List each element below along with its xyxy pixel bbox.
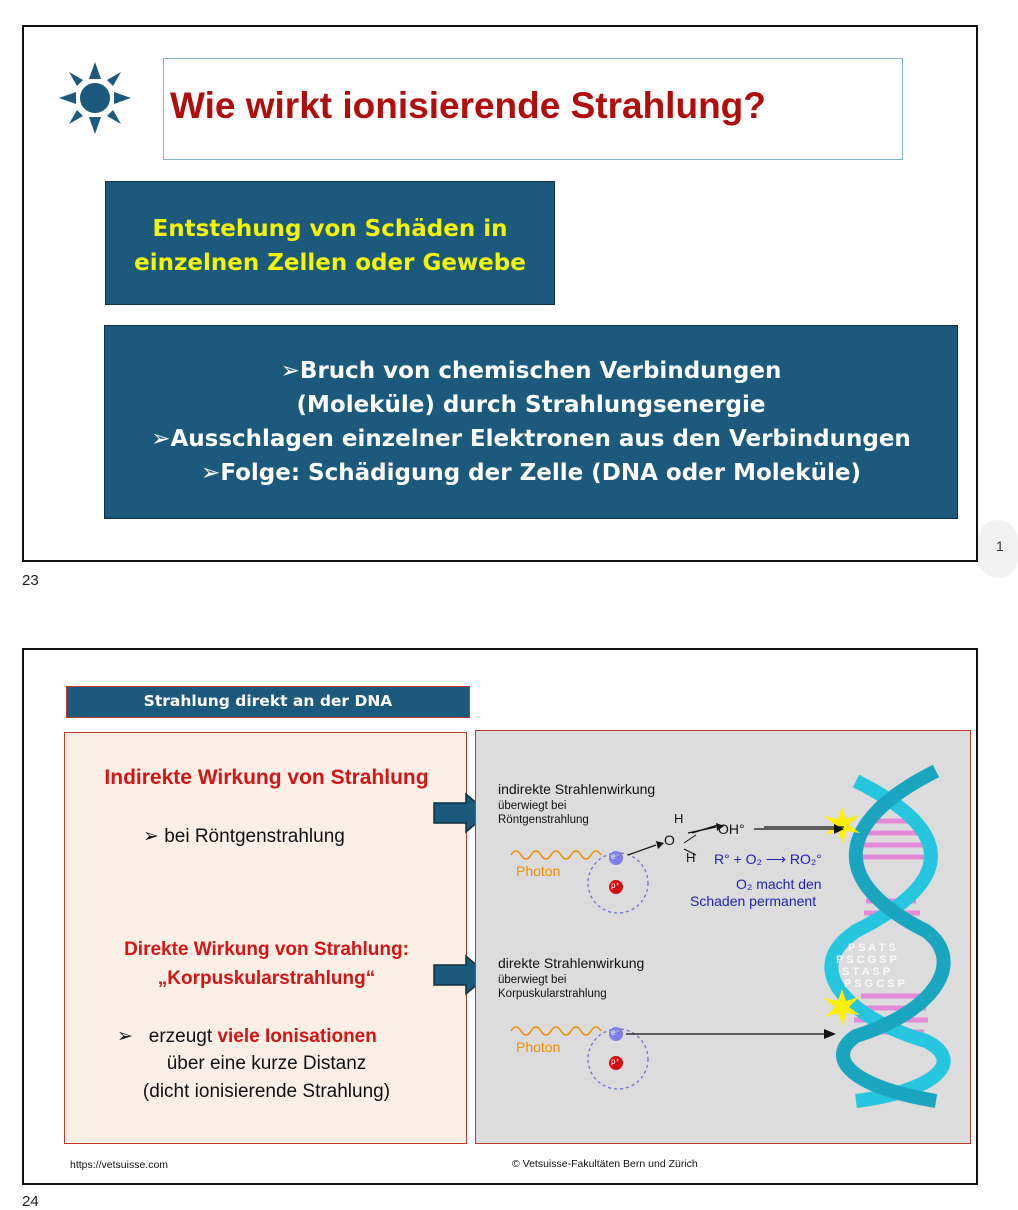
water-h-bottom: H [686, 850, 696, 865]
footer-url[interactable]: https://vetsuisse.com [70, 1159, 169, 1171]
title-box [163, 58, 903, 160]
direct-title-2: „Korpuskularstrahlung“ [157, 968, 376, 989]
o2-note-2: Schaden permanent [690, 893, 817, 909]
damage-box [105, 181, 555, 305]
side-page-tab[interactable] [978, 520, 1018, 578]
bullet-line-3: ➢Ausschlagen einzelner Elektronen aus den Verbindungen [151, 426, 911, 452]
direct-line-3: (dicht ionisierende Strahlung) [142, 1081, 391, 1102]
slide-number-24: 24 [22, 1193, 39, 1210]
direct-label: direkte Strahlenwirkung [498, 955, 645, 971]
indirect-label: indirekte Strahlenwirkung [498, 781, 656, 797]
sun-icon [56, 59, 134, 137]
header-box [66, 686, 470, 718]
photon-label-2: Photon [516, 1039, 561, 1055]
direct-sub-1: überwiegt bei [498, 974, 567, 986]
proton-label-1: p⁺ [611, 881, 620, 890]
o2-note-1: O₂ macht den [736, 876, 822, 892]
header-text: Strahlung direkt an der DNA [143, 692, 393, 710]
svg-text:P S G C S P: P S G C S P [844, 978, 905, 990]
svg-text:P S C G S P: P S C G S P [836, 954, 897, 966]
indirect-title: Indirekte Wirkung von Strahlung [104, 766, 429, 789]
damage-line-2: einzelnen Zellen oder Gewebe [134, 250, 526, 276]
direct-bullet [117, 1025, 377, 1048]
proton-label-2: p⁺ [611, 1057, 620, 1066]
diagram-panel [475, 730, 971, 1144]
reaction-text: R° + O₂ ⟶ RO₂° [714, 851, 822, 867]
oh-to-dna-arrow [754, 823, 844, 835]
slide-23 [22, 25, 978, 562]
direct-bullet-emph: viele Ionisationen [217, 1026, 377, 1047]
water-o: O [664, 832, 675, 848]
direct-atom-diagram [506, 1007, 846, 1107]
footer-copyright: © Vetsuisse-Fakultäten Bern und Zürich [512, 1158, 698, 1170]
slide-number-23: 23 [22, 572, 39, 589]
bullet-line-4: ➢Folge: Schädigung der Zelle (DNA oder Moleküle) [201, 460, 861, 486]
photon-label-1: Photon [516, 863, 561, 879]
water-h-top: H [674, 811, 684, 826]
slide-title: Wie wirkt ionisierende Strahlung? [170, 85, 766, 126]
bullet-line-1: ➢Bruch von chemischen Verbindungen [280, 358, 782, 384]
indirect-bullet: ➢ bei Röntgenstrahlung [143, 826, 345, 847]
side-page-number: 1 [996, 538, 1004, 554]
indirect-sub-1: überwiegt bei [498, 800, 567, 812]
svg-text:P S A T S: P S A T S [848, 942, 896, 954]
direct-title-1: Direkte Wirkung von Strahlung: [124, 939, 409, 960]
bullet-box [104, 325, 958, 519]
indirect-sub-2: Röntgenstrahlung [498, 814, 589, 826]
electron-label-2: e⁻ [611, 1028, 620, 1037]
oh-radical: OH° [718, 821, 745, 837]
damage-line-1: Entstehung von Schäden in [152, 216, 508, 242]
direct-line-2: über eine kurze Distanz [166, 1053, 367, 1074]
direct-sub-2: Korpuskularstrahlung [498, 988, 607, 1000]
electron-label-1: e⁻ [611, 852, 620, 861]
left-panel [64, 732, 467, 1144]
direct-bullet-prefix: ➢ erzeugt [117, 1026, 218, 1047]
slide-24 [22, 648, 978, 1185]
svg-text:S T A S P: S T A S P [842, 966, 891, 978]
bullet-line-2: (Moleküle) durch Strahlungsenergie [296, 392, 766, 418]
